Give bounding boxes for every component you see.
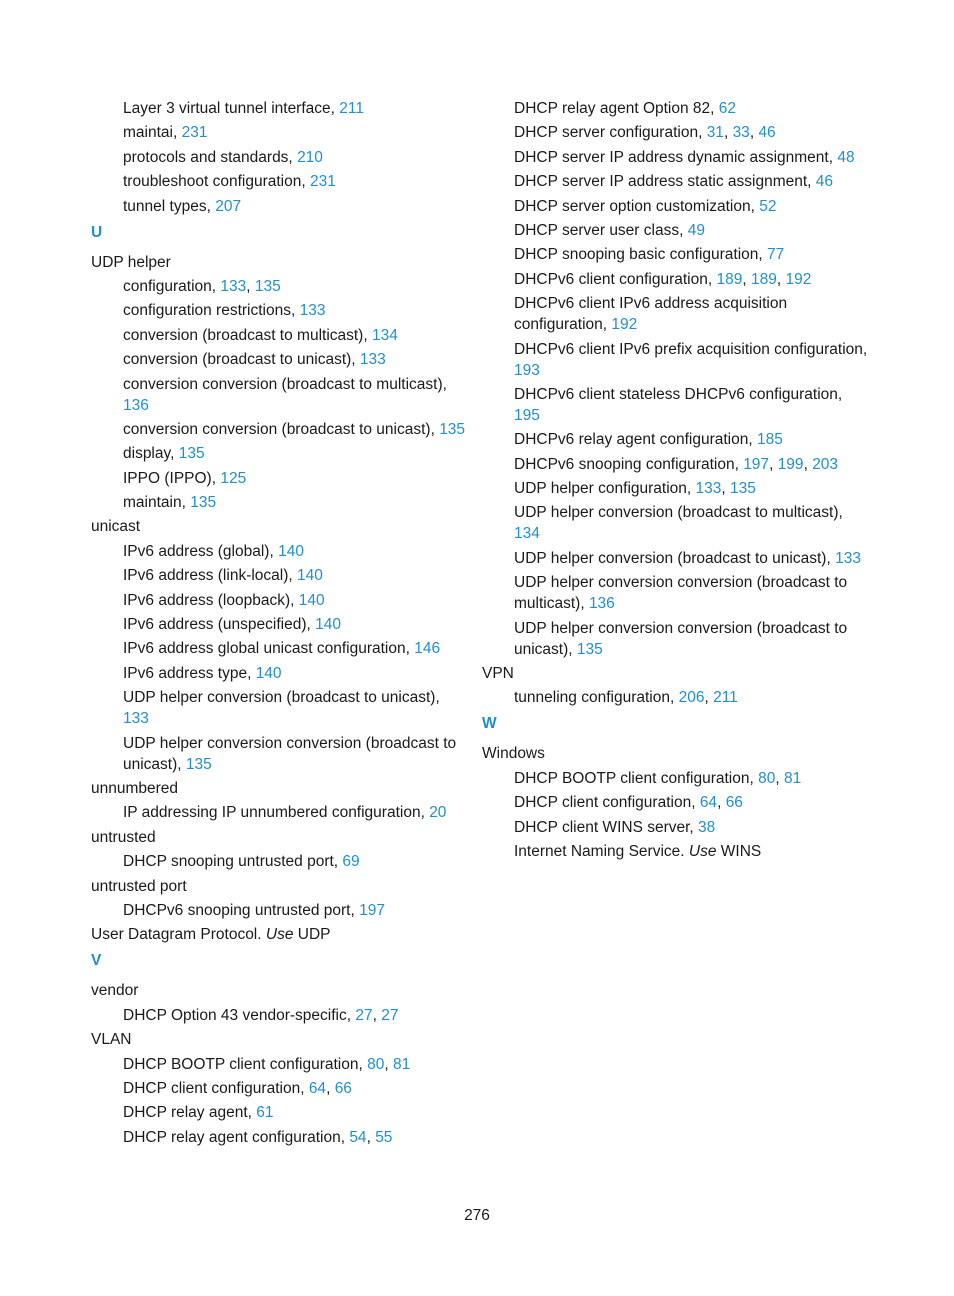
index-term: DHCPv6 snooping untrusted port, [123, 901, 360, 919]
index-subentry [482, 244, 872, 265]
page-link[interactable]: 203 [812, 455, 839, 473]
index-subentry [91, 492, 466, 513]
page-link[interactable]: 231 [309, 173, 336, 191]
page-link[interactable]: 135 [185, 755, 212, 773]
index-term: DHCP client WINS server, [514, 818, 699, 836]
index-term: DHCP snooping basic configuration, [514, 246, 768, 264]
page-link[interactable]: 135 [190, 494, 217, 512]
index-term: DHCP server option customization, [514, 197, 760, 215]
page-link[interactable]: 135 [730, 480, 756, 498]
page-link[interactable]: 140 [278, 542, 304, 560]
page-link[interactable]: 80 [758, 769, 776, 787]
index-subentry [482, 147, 872, 168]
page-link[interactable]: 136 [123, 396, 149, 414]
index-subentry [482, 98, 872, 119]
index-subentry [482, 618, 872, 660]
index-entry [91, 827, 466, 848]
index-term: DHCP BOOTP client configuration, [514, 769, 759, 787]
page-link[interactable]: 133 [220, 277, 247, 295]
index-subentry: DHCPv6 snooping configuration, 197, 199, 203 [514, 455, 839, 473]
index-term: IPPO (IPPO), [123, 469, 221, 487]
index-subentry [91, 349, 466, 370]
page-link[interactable]: 197 [743, 455, 770, 473]
index-term: configuration, [123, 277, 221, 295]
index-term: conversion conversion (broadcast to unicast), [123, 420, 440, 438]
page-link[interactable]: 52 [759, 197, 777, 215]
index-subentry [482, 293, 872, 335]
page-link[interactable]: 133 [695, 480, 722, 498]
page-link[interactable]: 27 [355, 1006, 373, 1024]
page-link[interactable]: 211 [713, 689, 738, 707]
index-term: VPN [482, 665, 514, 683]
index-subentry: DHCP server configuration, 31, 33, 46 [514, 124, 776, 142]
page-link[interactable]: 140 [298, 591, 325, 609]
index-entry [91, 980, 466, 1001]
index-term: unicast [91, 518, 141, 536]
index-subentry: DHCP client configuration, 64, 66 [123, 1079, 352, 1097]
index-term: DHCP server IP address static assignment, [514, 173, 816, 191]
page-link[interactable]: 206 [678, 689, 705, 707]
index-subentry [482, 841, 872, 862]
index-subentry [91, 541, 466, 562]
page-link[interactable]: 81 [783, 769, 802, 787]
index-subentry [91, 419, 466, 440]
index-term: DHCPv6 relay agent configuration, [514, 431, 757, 449]
index-subentry [91, 468, 466, 489]
page-link[interactable]: 133 [123, 710, 149, 728]
page-link[interactable]: 135 [178, 445, 205, 463]
index-subentry [482, 384, 872, 426]
page-link[interactable]: 140 [255, 664, 282, 682]
index-term: UDP helper conversion (broadcast to multicast), [514, 504, 843, 522]
page-link[interactable]: 133 [359, 351, 386, 369]
page-link[interactable]: 62 [718, 100, 737, 117]
page-link[interactable]: 80 [367, 1055, 385, 1073]
index-subentry: tunneling configuration, 206, 211 [514, 689, 738, 707]
index-subentry [91, 565, 466, 586]
index-subentry [482, 429, 872, 450]
index-term: untrusted [91, 828, 156, 846]
index-term: IPv6 address (unspecified), [123, 616, 316, 634]
index-term: unnumbered [91, 779, 179, 797]
page-link[interactable]: 133 [299, 302, 326, 320]
index-subentry: configuration, 133, 135 [123, 277, 281, 295]
index-term: IPv6 address (global), [123, 542, 279, 560]
index-entry [91, 924, 466, 945]
index-term: DHCPv6 client configuration, [514, 270, 717, 288]
index-term: DHCP relay agent, [123, 1104, 257, 1122]
index-term: DHCP BOOTP client configuration, [123, 1055, 368, 1073]
page-link[interactable]: 77 [767, 246, 785, 264]
index-subentry [482, 572, 872, 614]
index-term: untrusted port [91, 877, 187, 895]
index-term: DHCP snooping untrusted port, [123, 853, 343, 871]
page-link[interactable]: 20 [429, 804, 447, 822]
see-reference-label: Use [688, 842, 717, 860]
index-subentry: DHCP Option 43 vendor-specific, 27, 27 [123, 1006, 399, 1024]
page-link[interactable]: 66 [334, 1079, 352, 1097]
index-term: IPv6 address (loopback), [123, 591, 299, 609]
index-term: UDP helper configuration, [514, 480, 696, 498]
page-link[interactable]: 48 [837, 148, 855, 166]
index-term: User Datagram Protocol. [91, 926, 266, 944]
index-subentry: DHCP BOOTP client configuration, 80, 81 [123, 1055, 411, 1073]
index-subentry [91, 171, 466, 192]
page-link[interactable]: 64 [308, 1079, 327, 1097]
page-link[interactable]: 185 [756, 431, 783, 449]
index-term: VLAN [91, 1031, 132, 1049]
page-link[interactable]: 38 [698, 818, 716, 836]
index-subentry [91, 900, 466, 921]
index-entry [91, 778, 466, 799]
page-link[interactable]: 46 [758, 124, 776, 142]
index-term: tunneling configuration, [514, 689, 679, 707]
index-term: DHCP server configuration, [514, 124, 707, 142]
index-subentry [91, 802, 466, 823]
page-link[interactable]: 231 [181, 124, 208, 142]
index-term: Internet Naming Service. [514, 842, 689, 860]
see-reference-term: UDP [293, 926, 331, 944]
page-link[interactable]: 140 [315, 616, 341, 634]
index-letter-heading: V [91, 952, 102, 970]
page-link[interactable]: 81 [392, 1055, 411, 1073]
index-subentry [482, 171, 872, 192]
index-term: protocols and standards, [123, 148, 298, 166]
index-term: tunnel types, [123, 197, 216, 215]
index-subentry [91, 663, 466, 684]
page-link[interactable]: 135 [576, 640, 603, 658]
index-term: display, [123, 445, 179, 463]
page-link[interactable]: 146 [414, 640, 441, 658]
index-subentry [91, 687, 466, 729]
index-subentry [91, 443, 466, 464]
page-link[interactable]: 46 [815, 173, 834, 191]
index-subentry [91, 325, 466, 346]
index-term: configuration restrictions, [123, 302, 300, 320]
index-term: conversion (broadcast to unicast), [123, 351, 360, 369]
index-term: UDP helper conversion conversion (broadcast to unicast), [123, 734, 457, 773]
index-entry [91, 516, 466, 537]
page-link[interactable]: 49 [687, 221, 705, 239]
page-link[interactable]: 64 [699, 794, 718, 812]
page-link[interactable]: 195 [514, 406, 540, 424]
page-link[interactable]: 66 [725, 794, 743, 812]
index-subentry [91, 300, 466, 321]
index-column-right [482, 98, 872, 865]
page-link[interactable]: 135 [439, 420, 466, 438]
index-subentry [482, 502, 872, 544]
page-link[interactable]: 135 [254, 277, 281, 295]
page-link[interactable]: 189 [716, 270, 743, 288]
index-term: DHCPv6 client IPv6 address acquisition configuration, [514, 295, 788, 334]
index-entry [482, 663, 872, 684]
page-link[interactable]: 54 [349, 1128, 367, 1146]
page-link[interactable]: 140 [297, 567, 323, 585]
index-term: IP addressing IP unnumbered configuration, [123, 804, 430, 822]
index-term: DHCPv6 snooping configuration, [514, 455, 744, 473]
index-subentry [91, 733, 466, 775]
index-subentry [91, 614, 466, 635]
page-link[interactable]: 193 [514, 361, 540, 379]
index-subentry: DHCP client configuration, 64, 66 [514, 794, 743, 812]
page-link[interactable]: 199 [777, 455, 804, 473]
index-term: DHCP client configuration, [514, 794, 700, 812]
index-term: DHCP relay agent Option 82, [514, 100, 719, 117]
index-term: IPv6 address type, [123, 664, 256, 682]
index-subentry: DHCP relay agent configuration, 54, 55 [123, 1128, 393, 1146]
index-subentry [91, 374, 466, 416]
see-reference-label: Use [265, 926, 294, 944]
page-link[interactable]: 55 [375, 1128, 393, 1146]
page-link[interactable]: 197 [359, 901, 385, 919]
index-subentry [482, 548, 872, 569]
index-term: conversion conversion (broadcast to multicast), [123, 375, 447, 393]
index-column-left [91, 98, 466, 1151]
index-term: DHCPv6 client stateless DHCPv6 configuration, [514, 385, 843, 403]
index-entry [91, 876, 466, 897]
index-term: DHCPv6 client IPv6 prefix acquisition configuration, [514, 340, 868, 358]
index-subentry [91, 851, 466, 872]
index-term: UDP helper [91, 253, 171, 271]
page-link[interactable]: 189 [750, 270, 777, 288]
index-subentry [482, 196, 872, 217]
index-term: DHCP Option 43 vendor-specific, [123, 1006, 356, 1024]
index-term: IPv6 address global unicast configuration, [123, 640, 415, 658]
index-term: conversion (broadcast to multicast), [123, 326, 372, 344]
page-link[interactable]: 192 [611, 316, 638, 334]
page-link[interactable]: 134 [371, 326, 398, 344]
index-term: UDP helper conversion conversion (broadcast to multicast), [514, 574, 848, 613]
index-subentry [91, 98, 466, 119]
index-subentry: UDP helper configuration, 133, 135 [514, 480, 756, 498]
see-reference-term: WINS [716, 842, 762, 860]
index-entry [482, 743, 872, 764]
index-subentry [91, 147, 466, 168]
index-letter-heading: W [482, 715, 497, 733]
index-entry [91, 1029, 466, 1050]
index-subentry: DHCPv6 client configuration, 189, 189, 192 [514, 270, 812, 288]
page-link[interactable]: 211 [339, 100, 364, 117]
index-subentry [91, 196, 466, 217]
page-link[interactable]: 133 [835, 549, 861, 567]
page-link[interactable]: 192 [785, 270, 812, 288]
index-subentry [91, 122, 466, 143]
index-subentry: DHCP BOOTP client configuration, 80, 81 [514, 769, 802, 787]
index-subentry [91, 590, 466, 611]
index-entry [91, 252, 466, 273]
index-term: maintain, [123, 494, 191, 512]
page-link[interactable]: 69 [342, 853, 360, 871]
index-term: DHCP server user class, [514, 221, 688, 239]
page-link[interactable]: 136 [588, 595, 615, 613]
index-term: Layer 3 virtual tunnel interface, [123, 100, 340, 117]
index-term: UDP helper conversion (broadcast to unicast), [514, 549, 836, 567]
index-subentry [482, 817, 872, 838]
index-subentry [91, 1102, 466, 1123]
index-term: troubleshoot configuration, [123, 173, 310, 191]
index-term: DHCP client configuration, [123, 1079, 309, 1097]
page-link[interactable]: 210 [297, 148, 323, 166]
index-term: DHCP relay agent configuration, [123, 1128, 350, 1146]
index-term: maintai, [123, 124, 182, 142]
page-link[interactable]: 61 [256, 1104, 274, 1122]
index-term: DHCP server IP address dynamic assignment, [514, 148, 838, 166]
index-letter-heading: U [91, 223, 103, 241]
page-link[interactable]: 207 [215, 197, 242, 215]
page-link[interactable]: 31 [706, 124, 724, 142]
page-link[interactable]: 134 [514, 525, 540, 543]
index-term: UDP helper conversion conversion (broadcast to unicast), [514, 619, 848, 658]
index-subentry [482, 339, 872, 381]
index-term: UDP helper conversion (broadcast to unicast), [123, 689, 440, 707]
index-subentry [91, 638, 466, 659]
index-term: Windows [482, 745, 545, 763]
page-link[interactable]: 27 [381, 1006, 399, 1024]
index-term: IPv6 address (link-local), [123, 567, 298, 585]
index-term: vendor [91, 982, 139, 1000]
page-link[interactable]: 33 [732, 124, 750, 142]
page-number: 276 [464, 1207, 490, 1224]
index-subentry [482, 220, 872, 241]
page-link[interactable]: 125 [220, 469, 247, 487]
